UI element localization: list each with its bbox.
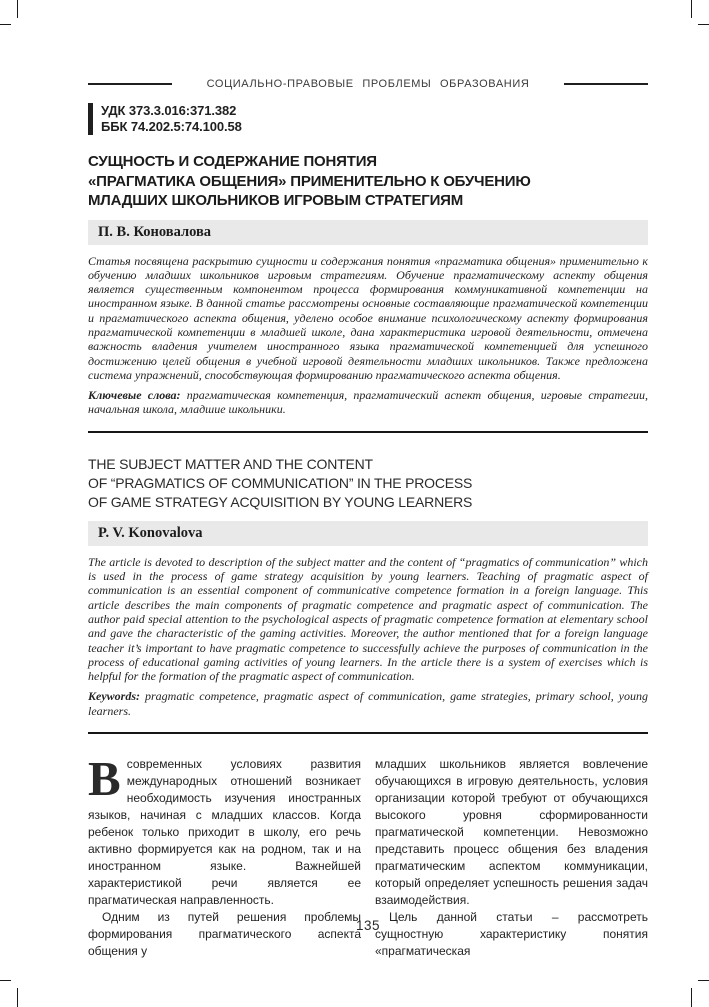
drop-cap: В [88, 751, 121, 807]
crop-mark [17, 0, 18, 18]
crop-mark [0, 980, 11, 981]
article-title-ru-line: МЛАДШИХ ШКОЛЬНИКОВ ИГРОВЫМ СТРАТЕГИЯМ [88, 192, 464, 209]
body-paragraph [88, 751, 361, 909]
running-head-rule-left [88, 83, 172, 85]
crop-mark [691, 988, 692, 1007]
crop-mark [0, 24, 11, 25]
keywords-label-ru: Ключевые слова: [88, 388, 181, 403]
article-title-en-line: THE SUBJECT MATTER AND THE CONTENT [88, 455, 373, 472]
body-paragraph: Цель данной статьи – рассмотреть сущностную характеристику понятия «прагматическая [375, 910, 648, 959]
abstract-en: The article is devoted to description of the subject matter and the content of “pragmatics of communication” which is used in the process of game strategy acquisition by young learners. Teaching of pragmatic aspect of communication is an essential component of communicative competence formation in a foreign language. This article describes the main components of pragmatic competence and pragmatic aspect of communication. The author paid special attention to the psychological aspects of pragmatic competence formation at elementary school and gave the characteristic of the gaming activities. Moreover, the author mentioned that for a foreign language teacher it’s important to have pragmatic competence to successfully achieve the purposes of communication in the process of educational gaming activities of young learners. In the article there is a system of exercises which is helpful for the formation of the pragmatic aspect of communication. [88, 554, 648, 684]
article-title-en-line: OF “PRAGMATICS OF COMMUNICATION” IN THE PROCESS [88, 474, 473, 491]
keywords-text-en: pragmatic competence, pragmatic aspect of communication, game strategies, primary school, young learners. [88, 689, 648, 718]
author-name-ru: П. В. Коновалова [98, 223, 212, 240]
body-paragraph: Одним из путей решения проблемы формирования прагматического аспекта общения у [88, 910, 361, 959]
body-paragraph: младших школьников является вовлечение обучающихся в игровую деятельность, условия организации которой требуют от обучающихся высокого уровня сформированности прагматической компетенции. Невозможно представить процесс общения без владения прагматическим аспектом коммуникации, который определяет успешность решения задач взаимодействия. [375, 757, 648, 908]
section-divider [88, 431, 648, 433]
article-title-ru [88, 152, 648, 211]
article-title-ru-line: СУЩНОСТЬ И СОДЕРЖАНИЕ ПОНЯТИЯ [88, 153, 377, 170]
classification-codes [88, 103, 648, 135]
running-head [88, 78, 648, 90]
crop-mark [17, 988, 18, 1007]
running-head-title: СОЦИАЛЬНО-ПРАВОВЫЕ ПРОБЛЕМЫ ОБРАЗОВАНИЯ [206, 78, 530, 90]
author-bar-ru [88, 220, 648, 245]
crop-mark [698, 980, 709, 981]
section-divider [88, 732, 648, 734]
crop-mark [698, 24, 709, 25]
keywords-en [88, 689, 648, 718]
crop-mark [691, 0, 692, 18]
keywords-text-ru: прагматическая компетенция, прагматический аспект общения, игровые стратегии, начальная школа, младшие школьники. [88, 388, 648, 417]
running-head-rule-right [564, 83, 648, 85]
article-title-en [88, 455, 648, 512]
keywords-ru [88, 388, 648, 417]
abstract-ru: Статья посвящена раскрытию сущности и содержания понятия «прагматика общения» применительно к обучению младших школьников игровым стратегиям. Обучение прагматическому аспекту общения является существенным компонентом процесса формирования коммуникативной компетенции на иностранном языке. В данной статье рассмотрены основные составляющие прагматической компетенции и прагматического аспекта общения, уделено особое внимание психологическому аспекту формирования прагматической компетенции в младшей школе, дана характеристика игровой деятельности, отмечена важность владения учителем иностранного языка прагматической компетенцией для успешного достижению целей общения в учебной игровой деятельности младших школьников. Также предложена система упражнений, способствующая формированию прагматического аспекта общения. [88, 253, 648, 382]
body-paragraph-text: современных условиях развития международных отношений возникает необходимость изучения иностранных языков, начиная с младших классов. Когда ребенок только приходит в школу, его речь активно формируется как на родном, так и на иностранном языке. Важнейшей характеристикой речи является ее прагматическая направленность. [88, 757, 361, 908]
bbk-code: ББК 74.202.5:74.100.58 [101, 119, 242, 134]
keywords-label-en: Keywords: [88, 689, 140, 704]
article-title-en-line: OF GAME STRATEGY ACQUISITION BY YOUNG LEARNERS [88, 493, 473, 510]
article-title-ru-line: «ПРАГМАТИКА ОБЩЕНИЯ» ПРИМЕНИТЕЛЬНО К ОБУЧЕНИЮ [88, 172, 531, 190]
page-number: 135 [355, 918, 381, 933]
author-name-en: P. V. Konovalova [98, 524, 203, 541]
udc-code: УДК 373.3.016:371.382 [101, 103, 237, 118]
page-content [88, 0, 648, 960]
author-bar-en [88, 521, 648, 546]
